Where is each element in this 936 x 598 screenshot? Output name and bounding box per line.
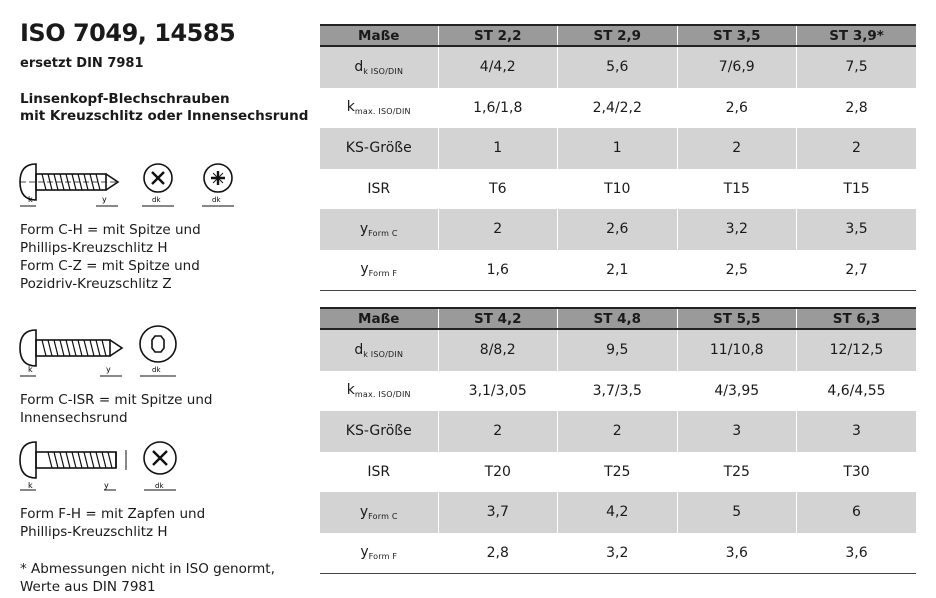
table-cell: 3,5: [797, 209, 917, 250]
table-row: [320, 411, 916, 452]
column-header: Maße: [320, 308, 438, 329]
table-cell: T30: [797, 452, 917, 493]
label-subscript: k ISO/DIN: [363, 349, 404, 359]
table-cell: T6: [438, 169, 558, 210]
table-cell: 7/6,9: [677, 46, 797, 88]
heading-line: mit Kreuzschlitz oder Innensechsrund: [20, 108, 309, 124]
table-cell: T15: [677, 169, 797, 210]
label-text: d: [354, 341, 364, 358]
table-cell: 3,1/3,05: [438, 371, 558, 412]
table-cell: 1: [558, 128, 678, 169]
label-text: KS-Größe: [345, 140, 412, 157]
row-label: [320, 492, 438, 533]
table-cell: 3: [677, 411, 797, 452]
table-header-row: [320, 25, 916, 46]
dimension-table-1: [320, 24, 916, 291]
row-label: [320, 329, 438, 371]
table-row: [320, 209, 916, 250]
table-cell: 2,1: [558, 250, 678, 291]
row-label: [320, 411, 438, 452]
caption-line: Form F-H = mit Zapfen und: [20, 506, 206, 522]
screw-drawing-form-f-h: [18, 432, 188, 500]
table-cell: 3,2: [558, 533, 678, 574]
table-cell: 12/12,5: [797, 329, 917, 371]
table-cell: 2: [677, 128, 797, 169]
column-header: ST 6,3: [797, 308, 917, 329]
label-text: ISR: [367, 180, 391, 197]
row-label: [320, 533, 438, 574]
label-text: y: [360, 544, 369, 561]
dim-label: dk: [152, 366, 161, 374]
dim-label: y: [106, 365, 111, 374]
caption-line: Phillips-Kreuzschlitz H: [20, 524, 168, 540]
table-cell: 2: [438, 411, 558, 452]
label-subscript: Form C: [368, 511, 398, 521]
table-cell: 7,5: [797, 46, 917, 88]
dim-label: dk: [155, 482, 164, 490]
table-cell: 2: [797, 128, 917, 169]
table-cell: T20: [438, 452, 558, 493]
table-cell: 6: [797, 492, 917, 533]
screw-drawing-form-c-isr: [18, 316, 188, 386]
left-panel: [0, 0, 315, 598]
table-row: [320, 169, 916, 210]
footnote-line: * Abmessungen nicht in ISO genormt,: [20, 561, 275, 577]
dim-label: k: [28, 195, 33, 204]
table-cell: 8/8,2: [438, 329, 558, 371]
figure-caption: [20, 221, 320, 293]
table-cell: 9,5: [558, 329, 678, 371]
table-cell: 5: [677, 492, 797, 533]
label-text: y: [359, 220, 369, 237]
table-cell: 11/10,8: [677, 329, 797, 371]
column-header: ST 3,5: [677, 25, 797, 46]
row-label: [320, 452, 438, 493]
table-cell: 2,6: [677, 88, 797, 129]
table-row: [320, 329, 916, 371]
label-text: k: [346, 99, 355, 116]
table-cell: 2,4/2,2: [558, 88, 678, 129]
dim-label: y: [104, 481, 109, 490]
column-header: ST 3,9*: [797, 25, 917, 46]
caption-line: Pozidriv-Kreuzschlitz Z: [20, 276, 172, 292]
page-title: ISO 7049, 14585: [20, 19, 236, 47]
table-cell: 3,6: [797, 533, 917, 574]
table-row: [320, 250, 916, 291]
table-cell: 2,5: [677, 250, 797, 291]
table-row: [320, 533, 916, 574]
table-row: [320, 371, 916, 412]
table-row: [320, 46, 916, 88]
table-cell: 3,6: [677, 533, 797, 574]
table-header-row: [320, 308, 916, 329]
table-cell: 2: [438, 209, 558, 250]
table-cell: 2,8: [438, 533, 558, 574]
table-cell: 1,6: [438, 250, 558, 291]
column-header: ST 2,9: [558, 25, 678, 46]
table-row: [320, 88, 916, 129]
table-cell: 3: [797, 411, 917, 452]
table-cell: T15: [797, 169, 917, 210]
table-cell: 1,6/1,8: [438, 88, 558, 129]
table-cell: 2,6: [558, 209, 678, 250]
label-subscript: Form F: [368, 552, 398, 562]
caption-line: Form C-H = mit Spitze und: [20, 222, 201, 238]
dim-label: y: [102, 195, 107, 204]
dim-label: k: [28, 481, 33, 490]
column-header: ST 4,2: [438, 308, 558, 329]
label-text: KS-Größe: [345, 423, 412, 440]
table-cell: T25: [677, 452, 797, 493]
table-cell: 4,2: [558, 492, 678, 533]
footnote-line: Werte aus DIN 7981: [20, 579, 156, 595]
label-text: y: [360, 261, 369, 278]
table-cell: 2,7: [797, 250, 917, 291]
row-label: [320, 128, 438, 169]
table-cell: 1: [438, 128, 558, 169]
table-cell: 4/3,95: [677, 371, 797, 412]
column-header: Maße: [320, 25, 438, 46]
heading-line: Linsenkopf-Blechschrauben: [20, 91, 230, 107]
label-subscript: max. ISO/DIN: [354, 107, 411, 117]
dimension-table-2: [320, 307, 916, 574]
row-label: [320, 209, 438, 250]
caption-line: Form C-Z = mit Spitze und: [20, 258, 200, 274]
dim-label: dk: [152, 196, 161, 204]
screw-drawing-form-c-h: [18, 150, 248, 214]
table-row: [320, 128, 916, 169]
label-text: d: [354, 58, 364, 75]
label-subscript: max. ISO/DIN: [354, 390, 411, 400]
table-cell: T10: [558, 169, 678, 210]
caption-line: Phillips-Kreuzschlitz H: [20, 240, 168, 256]
product-heading: [20, 91, 310, 125]
row-label: [320, 46, 438, 88]
label-subscript: Form C: [368, 228, 398, 238]
caption-line: Form C-ISR = mit Spitze und Innensechsrund: [20, 392, 213, 426]
label-subscript: Form F: [368, 269, 398, 279]
column-header: ST 4,8: [558, 308, 678, 329]
column-header: ST 5,5: [677, 308, 797, 329]
label-text: ISR: [367, 463, 391, 480]
row-label: [320, 250, 438, 291]
page-subtitle: ersetzt DIN 7981: [20, 56, 144, 71]
figure-caption: [20, 505, 320, 541]
table-cell: T25: [558, 452, 678, 493]
table-row: [320, 492, 916, 533]
table-row: [320, 452, 916, 493]
figure-caption: [20, 391, 320, 427]
table-cell: 3,7/3,5: [558, 371, 678, 412]
dim-label: k: [28, 365, 33, 374]
table-cell: 2: [558, 411, 678, 452]
table-cell: 2,8: [797, 88, 917, 129]
table-cell: 5,6: [558, 46, 678, 88]
footnote: [20, 560, 310, 596]
row-label: [320, 371, 438, 412]
table-cell: 3,2: [677, 209, 797, 250]
label-subscript: k ISO/DIN: [363, 66, 404, 76]
label-text: y: [359, 503, 369, 520]
label-text: k: [346, 382, 355, 399]
table-cell: 4/4,2: [438, 46, 558, 88]
dim-label: dk: [212, 196, 221, 204]
row-label: [320, 169, 438, 210]
column-header: ST 2,2: [438, 25, 558, 46]
table-cell: 4,6/4,55: [797, 371, 917, 412]
row-label: [320, 88, 438, 129]
table-cell: 3,7: [438, 492, 558, 533]
